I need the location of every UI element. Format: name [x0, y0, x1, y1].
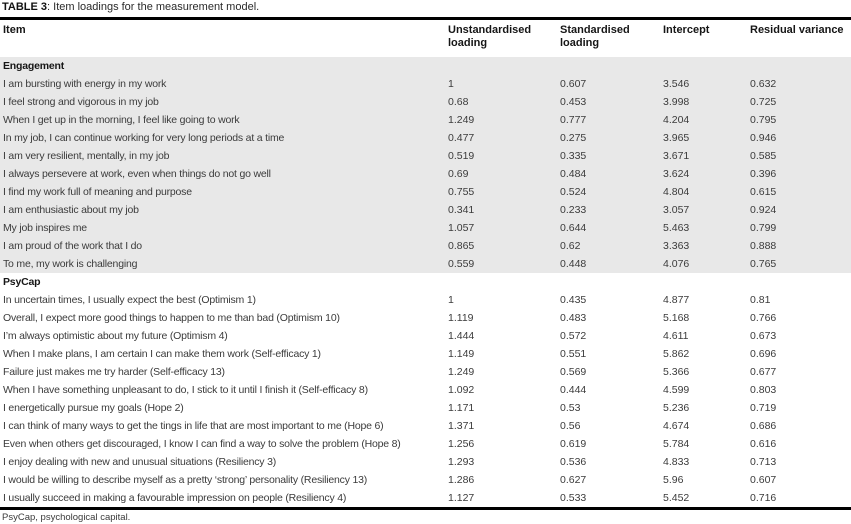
- item-label: I energetically pursue my goals (Hope 2): [3, 402, 184, 414]
- table-row: [0, 399, 851, 417]
- item-label: I enjoy dealing with new and unusual situations (Resiliency 3): [3, 456, 277, 468]
- table-row: [0, 129, 851, 147]
- item-label: I usually succeed in making a favourable impression on people (Resiliency 4): [3, 492, 347, 504]
- value-cell: 1.286: [448, 474, 475, 486]
- value-cell: 0.444: [560, 384, 587, 396]
- value-cell: 0.799: [746, 219, 851, 237]
- column-header-standardised-loading: Standardised loading: [556, 20, 659, 56]
- value-cell: 4.877: [663, 294, 690, 306]
- value-cell: 5.463: [659, 219, 746, 237]
- value-cell: 0.803: [750, 384, 777, 396]
- value-cell: 0.69: [444, 165, 556, 183]
- value-cell: 1.092: [448, 384, 475, 396]
- section-name: Engagement: [0, 56, 851, 75]
- value-cell: 4.674: [663, 420, 690, 432]
- value-cell: 0.484: [556, 165, 659, 183]
- value-cell: 4.204: [659, 111, 746, 129]
- value-cell: 0.569: [560, 366, 587, 378]
- value-cell: 1.249: [444, 111, 556, 129]
- item-label: I can think of many ways to get the tings in life that are most important to me (Hope 6): [3, 420, 384, 432]
- value-cell: 5.862: [663, 348, 690, 360]
- value-cell: 1.119: [448, 312, 474, 324]
- value-cell: 0.524: [556, 183, 659, 201]
- value-cell: 0.477: [444, 129, 556, 147]
- column-header-residual-variance: Residual variance: [746, 20, 851, 56]
- value-cell: 4.599: [663, 384, 690, 396]
- item-label: When I make plans, I am certain I can make them work (Self-efficacy 1): [3, 348, 321, 360]
- value-cell: 0.335: [556, 147, 659, 165]
- item-label: I would be willing to describe myself as a pretty ‘strong’ personality (Resiliency 13): [3, 474, 368, 486]
- table-row: [0, 381, 851, 399]
- item-label: In my job, I can continue working for very long periods at a time: [0, 129, 444, 147]
- header-row: [0, 20, 851, 56]
- column-header-unstandardised-loading: Unstandardised loading: [444, 20, 556, 56]
- item-label: I find my work full of meaning and purpose: [0, 183, 444, 201]
- table-row: [0, 165, 851, 183]
- item-label: In uncertain times, I usually expect the best (Optimism 1): [3, 294, 256, 306]
- item-label: I am enthusiastic about my job: [0, 201, 444, 219]
- item-label: I feel strong and vigorous in my job: [0, 93, 444, 111]
- section-name: PsyCap: [3, 276, 41, 288]
- value-cell: 0.677: [750, 366, 777, 378]
- value-cell: 0.68: [444, 93, 556, 111]
- value-cell: 0.396: [746, 165, 851, 183]
- value-cell: 0.559: [444, 255, 556, 273]
- value-cell: 0.696: [750, 348, 777, 360]
- value-cell: 1.127: [448, 492, 475, 504]
- value-cell: 0.435: [560, 294, 587, 306]
- table-row: [0, 75, 851, 93]
- value-cell: 1.249: [448, 366, 475, 378]
- table-row: [0, 435, 851, 453]
- value-cell: 5.236: [663, 402, 690, 414]
- value-cell: 3.624: [659, 165, 746, 183]
- table-title: [0, 0, 851, 20]
- table-row: [0, 489, 851, 509]
- column-header-item: Item: [0, 20, 444, 56]
- value-cell: 5.168: [663, 312, 690, 324]
- value-cell: 0.551: [560, 348, 587, 360]
- table-row: [0, 291, 851, 309]
- value-cell: 0.725: [746, 93, 851, 111]
- value-cell: 1.171: [448, 402, 475, 414]
- value-cell: 1.293: [448, 456, 475, 468]
- value-cell: 0.572: [560, 330, 587, 342]
- value-cell: 0.795: [746, 111, 851, 129]
- value-cell: 0.673: [750, 330, 777, 342]
- table-footnote: PsyCap, psychological capital.: [2, 512, 131, 523]
- value-cell: 0.766: [750, 312, 777, 324]
- item-loadings-table: [0, 20, 851, 510]
- value-cell: 0.341: [444, 201, 556, 219]
- value-cell: 4.833: [663, 456, 690, 468]
- value-cell: 1: [444, 75, 556, 93]
- value-cell: 5.96: [663, 474, 684, 486]
- value-cell: 1.057: [444, 219, 556, 237]
- item-label: When I have something unpleasant to do, I stick to it until I finish it (Self-efficacy 8): [3, 384, 368, 396]
- value-cell: 0.755: [444, 183, 556, 201]
- table-row: [0, 93, 851, 111]
- value-cell: 0.53: [560, 402, 581, 414]
- table-row: [0, 237, 851, 255]
- value-cell: 4.804: [659, 183, 746, 201]
- value-cell: 0.686: [750, 420, 777, 432]
- value-cell: 3.965: [659, 129, 746, 147]
- table-body: [0, 56, 851, 509]
- value-cell: 0.519: [444, 147, 556, 165]
- table-row: [0, 471, 851, 489]
- value-cell: 1.256: [448, 438, 475, 450]
- table-row: [0, 201, 851, 219]
- value-cell: 1.371: [448, 420, 475, 432]
- table-row: [0, 111, 851, 129]
- value-cell: 0.585: [746, 147, 851, 165]
- value-cell: 0.81: [750, 294, 771, 306]
- table-row: [0, 309, 851, 327]
- value-cell: 0.607: [556, 75, 659, 93]
- item-label: To me, my work is challenging: [0, 255, 444, 273]
- value-cell: 3.057: [659, 201, 746, 219]
- value-cell: 0.453: [556, 93, 659, 111]
- value-cell: 0.62: [556, 237, 659, 255]
- value-cell: 0.275: [556, 129, 659, 147]
- item-label: I always persevere at work, even when things do not go well: [0, 165, 444, 183]
- value-cell: 1.444: [448, 330, 475, 342]
- item-label: I’m always optimistic about my future (Optimism 4): [3, 330, 228, 342]
- value-cell: 0.716: [750, 492, 777, 504]
- section-header-row: [0, 273, 851, 291]
- item-label: When I get up in the morning, I feel like going to work: [0, 111, 444, 129]
- value-cell: 4.076: [659, 255, 746, 273]
- value-cell: 3.363: [659, 237, 746, 255]
- value-cell: 0.777: [556, 111, 659, 129]
- table-row: [0, 453, 851, 471]
- table-row: [0, 363, 851, 381]
- value-cell: 1.149: [448, 348, 475, 360]
- table-row: [0, 327, 851, 345]
- value-cell: 0.719: [750, 402, 777, 414]
- value-cell: 3.546: [659, 75, 746, 93]
- table-row: [0, 219, 851, 237]
- value-cell: 3.998: [659, 93, 746, 111]
- value-cell: 0.533: [560, 492, 587, 504]
- value-cell: 0.765: [746, 255, 851, 273]
- table-row: [0, 417, 851, 435]
- table-header: [0, 20, 851, 56]
- value-cell: 1: [448, 294, 454, 306]
- value-cell: 3.671: [659, 147, 746, 165]
- value-cell: 0.924: [746, 201, 851, 219]
- section-header-row: [0, 56, 851, 75]
- value-cell: 0.536: [560, 456, 587, 468]
- value-cell: 0.713: [750, 456, 777, 468]
- value-cell: 0.448: [556, 255, 659, 273]
- item-label: My job inspires me: [0, 219, 444, 237]
- value-cell: 0.615: [746, 183, 851, 201]
- item-label: I am proud of the work that I do: [0, 237, 444, 255]
- table-row: [0, 147, 851, 165]
- value-cell: 5.366: [663, 366, 690, 378]
- value-cell: 0.483: [560, 312, 587, 324]
- table-title-text: : Item loadings for the measurement model.: [47, 1, 260, 13]
- value-cell: 0.607: [750, 474, 777, 486]
- item-label: Failure just makes me try harder (Self-efficacy 13): [3, 366, 225, 378]
- item-label: I am very resilient, mentally, in my job: [0, 147, 444, 165]
- item-label: Even when others get discouraged, I know I can find a way to solve the problem (Hope 8): [3, 438, 401, 450]
- table-row: [0, 183, 851, 201]
- value-cell: 0.888: [746, 237, 851, 255]
- value-cell: 0.632: [746, 75, 851, 93]
- value-cell: 0.233: [556, 201, 659, 219]
- table-row: [0, 255, 851, 273]
- column-header-intercept: Intercept: [659, 20, 746, 56]
- table-row: [0, 345, 851, 363]
- value-cell: 0.644: [556, 219, 659, 237]
- value-cell: 0.627: [560, 474, 587, 486]
- value-cell: 0.619: [560, 438, 587, 450]
- item-label: I am bursting with energy in my work: [0, 75, 444, 93]
- item-label: Overall, I expect more good things to happen to me than bad (Optimism 10): [3, 312, 340, 324]
- table-number-label: TABLE 3: [2, 1, 48, 13]
- value-cell: 5.452: [663, 492, 690, 504]
- value-cell: 5.784: [663, 438, 690, 450]
- value-cell: 0.946: [746, 129, 851, 147]
- value-cell: 0.56: [560, 420, 581, 432]
- value-cell: 0.865: [444, 237, 556, 255]
- value-cell: 0.616: [750, 438, 777, 450]
- value-cell: 4.611: [663, 330, 689, 342]
